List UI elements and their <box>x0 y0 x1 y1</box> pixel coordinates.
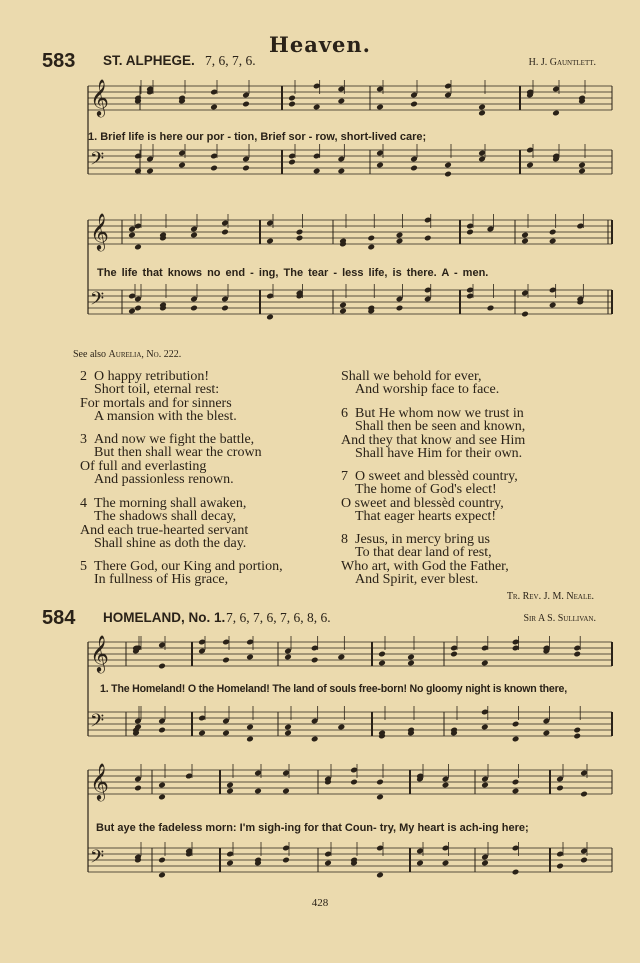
note-head <box>311 736 319 743</box>
stanza-line: Shall then be seen and known, <box>355 419 526 435</box>
note-head <box>339 308 347 315</box>
note-head <box>549 302 557 309</box>
treble-clef: 𝄞 <box>90 762 109 800</box>
stanza-line: Shall shine as doth the day. <box>94 535 247 551</box>
note-head <box>556 863 564 870</box>
hymn-number: 583 <box>42 50 76 72</box>
note-head <box>158 663 166 670</box>
see-also-ref: Aurelia, No. 222. <box>108 349 182 360</box>
note-head <box>288 101 296 108</box>
stanza-line: The morning shall awaken, <box>94 496 247 511</box>
note-head <box>324 860 332 867</box>
treble-clef: 𝄞 <box>90 634 109 672</box>
note-head <box>350 779 358 786</box>
note-head <box>158 727 166 734</box>
note-head <box>339 302 347 309</box>
note-head <box>396 238 404 245</box>
note-head <box>311 657 319 664</box>
bass-clef: 𝄢 <box>90 711 105 736</box>
note-head <box>416 860 424 867</box>
note-head <box>266 314 274 321</box>
note-head <box>190 305 198 312</box>
note-head <box>481 660 489 667</box>
tune-name: ST. ALPHEGE. <box>103 53 195 68</box>
stanza-number: 8 <box>341 532 348 547</box>
note-head <box>573 727 581 734</box>
page-number: 428 <box>311 897 329 909</box>
note-head <box>282 857 290 864</box>
note-head <box>198 730 206 737</box>
note-head <box>512 869 520 876</box>
note-head <box>552 110 560 117</box>
note-head <box>313 168 321 175</box>
note-head <box>521 311 529 318</box>
stanza-line: And Spirit, ever blest. <box>355 571 479 587</box>
stanza-line: And they that know and see Him <box>341 432 526 448</box>
note-head <box>134 168 142 175</box>
note-head <box>338 654 346 661</box>
bass-clef: 𝄢 <box>90 289 105 314</box>
see-also-prefix: See also <box>73 349 107 360</box>
stanza-number: 2 <box>80 369 87 384</box>
note-head <box>444 171 452 178</box>
note-head <box>367 235 375 242</box>
note-head <box>158 794 166 801</box>
note-head <box>158 872 166 879</box>
stanza <box>80 560 283 587</box>
stanza-continued <box>341 370 499 397</box>
stanza <box>80 497 248 550</box>
stanza-number: 4 <box>80 496 87 511</box>
note-head <box>512 779 520 786</box>
note-head <box>396 232 404 239</box>
stanza-number: 3 <box>80 432 87 447</box>
meter: 7, 6, 7, 6, 7, 6, 8, 6. <box>226 610 331 625</box>
note-head <box>282 788 290 795</box>
note-head <box>226 860 234 867</box>
stanza <box>341 407 525 460</box>
stanza-line: O sweet and blessèd country, <box>355 469 518 484</box>
stanza-line: The shadows shall decay, <box>94 509 237 525</box>
note-head <box>178 162 186 169</box>
note-head <box>376 104 384 111</box>
note-head <box>313 104 321 111</box>
note-head <box>338 168 346 175</box>
stanza-number: 5 <box>80 559 87 574</box>
note-head <box>407 654 415 661</box>
lyric-line: 1. Brief life is here our por - tion, Brief sor - row, short-lived care; <box>88 131 427 143</box>
note-head <box>190 232 198 239</box>
note-head <box>226 782 234 789</box>
stanza-line: Jesus, in mercy bring us <box>355 532 490 547</box>
note-head <box>573 733 581 740</box>
note-head <box>481 724 489 731</box>
stanza-line: For mortals and for sinners <box>80 395 232 411</box>
stanza-line: O happy retribution! <box>94 369 210 384</box>
stanza-line: That eager hearts expect! <box>355 508 497 524</box>
note-head <box>266 238 274 245</box>
stanza-line: And now we fight the battle, <box>94 432 255 447</box>
note-head <box>556 785 564 792</box>
translator-credit: Tr. Rev. J. M. Neale. <box>506 591 594 602</box>
note-head <box>284 654 292 661</box>
note-head <box>284 724 292 731</box>
stanza-line: But then shall wear the crown <box>94 445 262 461</box>
stanza-line: There God, our King and portion, <box>94 559 283 574</box>
note-head <box>376 794 384 801</box>
stanza-line: And passionless renown. <box>94 471 234 487</box>
note-head <box>549 229 557 236</box>
stanza-line: To that dear land of rest, <box>355 545 492 561</box>
stanza-line: And worship face to face. <box>355 382 500 398</box>
note-head <box>573 651 581 658</box>
note-head <box>210 104 218 111</box>
note-head <box>578 162 586 169</box>
note-head <box>296 229 304 236</box>
stanza-number: 7 <box>341 469 348 484</box>
stanza-line: But He whom now we trust in <box>355 406 524 421</box>
note-head <box>222 657 230 664</box>
note-head <box>338 98 346 105</box>
note-head <box>288 95 296 102</box>
note-head <box>128 232 136 239</box>
note-head <box>526 162 534 169</box>
note-head <box>396 305 404 312</box>
note-head <box>134 305 142 312</box>
stanza-line: O sweet and blessèd country, <box>341 495 504 511</box>
stanza-line: And each true-hearted servant <box>80 522 249 538</box>
note-head <box>410 101 418 108</box>
note-head <box>221 229 229 236</box>
note-head <box>466 229 474 236</box>
section-title: Heaven. <box>269 32 371 57</box>
note-head <box>158 782 166 789</box>
lyric-line: But aye the fadeless morn: I'm sigh-ing for that Coun- try, My heart is ach-ing here; <box>96 822 529 834</box>
note-head <box>376 162 384 169</box>
note-head <box>288 159 296 166</box>
note-head <box>242 165 250 172</box>
treble-clef: 𝄞 <box>90 212 109 250</box>
note-head <box>246 654 254 661</box>
stanza <box>80 433 262 486</box>
note-head <box>134 785 142 792</box>
stanza-number: 6 <box>341 406 348 421</box>
note-head <box>246 724 254 731</box>
note-head <box>376 779 384 786</box>
hymn-number: 584 <box>42 607 76 629</box>
stanza-line: Short toil, eternal rest: <box>94 382 220 398</box>
note-head <box>424 235 432 242</box>
see-also <box>73 349 181 360</box>
note-head <box>242 101 250 108</box>
note-head <box>442 860 450 867</box>
note-head <box>134 244 142 251</box>
note-head <box>378 651 386 658</box>
note-head <box>442 782 450 789</box>
note-head <box>146 168 154 175</box>
note-head <box>376 872 384 879</box>
tune-name: HOMELAND, No. 1. <box>103 610 226 625</box>
note-head <box>450 651 458 658</box>
note-head <box>410 165 418 172</box>
note-head <box>338 724 346 731</box>
note-head <box>580 857 588 864</box>
treble-clef: 𝄞 <box>90 78 109 116</box>
note-head <box>478 104 486 111</box>
note-head <box>407 660 415 667</box>
note-head <box>481 860 489 867</box>
note-head <box>512 788 520 795</box>
note-head <box>367 244 375 251</box>
stanza-line: Shall have Him for their own. <box>355 445 523 461</box>
note-head <box>578 168 586 175</box>
note-head <box>246 736 254 743</box>
meter: 7, 6, 7, 6. <box>205 53 256 68</box>
note-head <box>481 782 489 789</box>
note-head <box>580 791 588 798</box>
stanza <box>341 533 509 586</box>
stanza <box>341 470 518 523</box>
lyric-line: The life that knows no end - ing, The tear - less life, is there. A - men. <box>97 267 489 279</box>
note-head <box>296 235 304 242</box>
note-head <box>226 788 234 795</box>
note-head <box>284 730 292 737</box>
note-head <box>549 238 557 245</box>
note-head <box>158 857 166 864</box>
stanza-line: Who art, with God the Father, <box>341 558 509 574</box>
lyric-line: 1. The Homeland! O the Homeland! The land of souls free-born! No gloomy night is known there, <box>100 683 567 695</box>
note-head <box>210 165 218 172</box>
stanza-line: The home of God's elect! <box>355 482 497 498</box>
note-head <box>478 110 486 117</box>
note-head <box>128 308 136 315</box>
note-head <box>512 721 520 728</box>
stanza-line: Shall we behold for ever, <box>341 369 482 384</box>
note-head <box>222 730 230 737</box>
note-head <box>221 305 229 312</box>
composer: H. J. Gauntlett. <box>528 57 596 68</box>
stanza-line: A mansion with the blest. <box>94 408 237 424</box>
note-head <box>521 238 529 245</box>
stanza <box>80 370 237 423</box>
note-head <box>444 162 452 169</box>
stanza-line: In fullness of His grace, <box>94 572 229 588</box>
note-head <box>378 660 386 667</box>
bass-clef: 𝄢 <box>90 149 105 174</box>
stanza-line: Of full and everlasting <box>80 458 207 474</box>
bass-clef: 𝄢 <box>90 847 105 872</box>
note-head <box>487 305 495 312</box>
composer: Sir A S. Sullivan. <box>523 613 596 624</box>
note-head <box>512 736 520 743</box>
note-head <box>521 232 529 239</box>
note-head <box>254 788 262 795</box>
note-head <box>543 730 551 737</box>
